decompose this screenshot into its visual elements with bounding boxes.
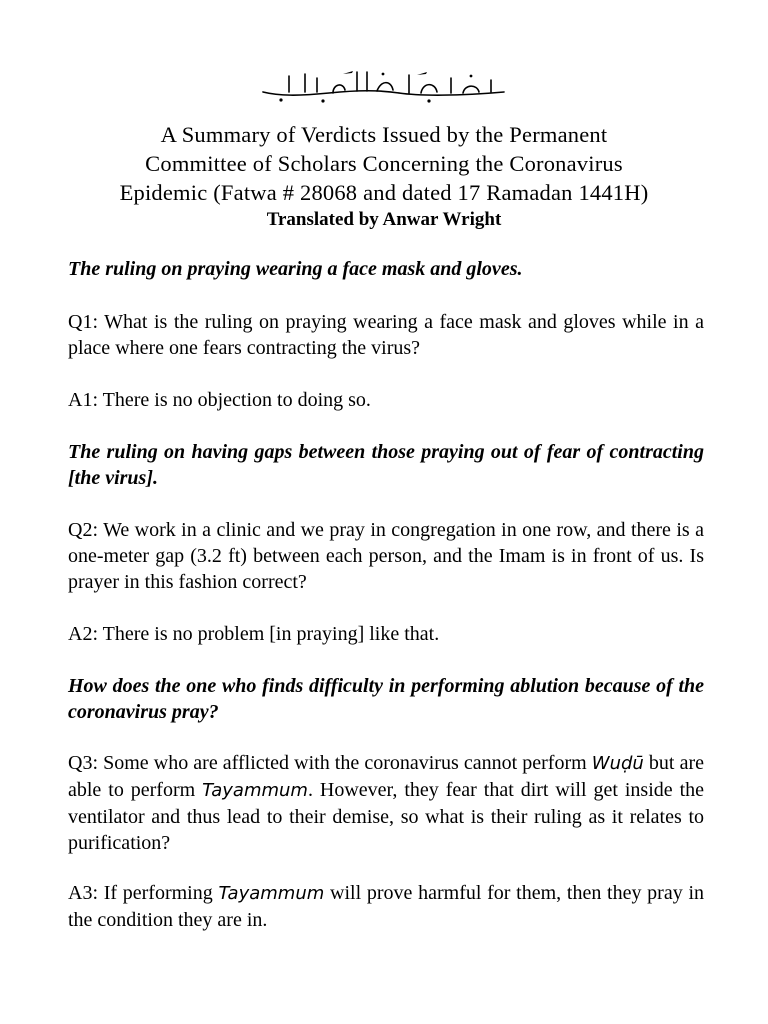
question-text-part: Q3: Some who are afflicted with the coronavirus cannot perform [68,752,592,774]
title-line: Epidemic (Fatwa # 28068 and dated 17 Ramadan 1441H) [119,180,649,205]
title-line: A Summary of Verdicts Issued by the Permanent [160,122,608,147]
question-text-part: but are able to perform [68,752,704,801]
question-text: Q2: We work in a clinic and we pray in congregation in one row, and there is a one-meter gap (3.2 ft) between each person, and the Imam is in front of us. Is prayer in this fashion correct? [68,519,704,593]
basmala-calligraphy-icon [259,66,509,108]
answer-text-part: A3: If performing [68,882,219,904]
answer-text: A1: There is no objection to doing so. [68,389,371,411]
basmala-calligraphy [0,66,768,108]
term-tayammum: Tayammum [202,780,308,801]
title-line: Committee of Scholars Concerning the Coronavirus [145,151,623,176]
section-heading: The ruling on having gaps between those praying out of fear of contracting [the virus]. [68,441,704,489]
question-text-part: . However, they fear that dirt will get inside the ventilator and thus lead to their demise, so what is their ruling as it relates to purification? [68,779,705,854]
term-wudu: Wuḍū [591,753,644,774]
translator-credit: Translated by Anwar Wright [266,209,502,230]
document-title [40,120,728,207]
question-text [68,750,704,856]
term-tayammum: Tayammum [218,883,325,904]
answer-text [68,880,704,933]
question-text: Q1: What is the ruling on praying wearing a face mask and gloves while in a place where one fears contracting the virus? [68,311,704,359]
section-heading: How does the one who finds difficulty in performing ablution because of the coronavirus pray? [68,675,704,723]
answer-text-part: will prove harmful for them, then they pray in the condition they are in. [68,882,704,931]
answer-text: A2: There is no problem [in praying] like that. [68,623,440,645]
section-heading: The ruling on praying wearing a face mask and gloves. [68,258,523,280]
